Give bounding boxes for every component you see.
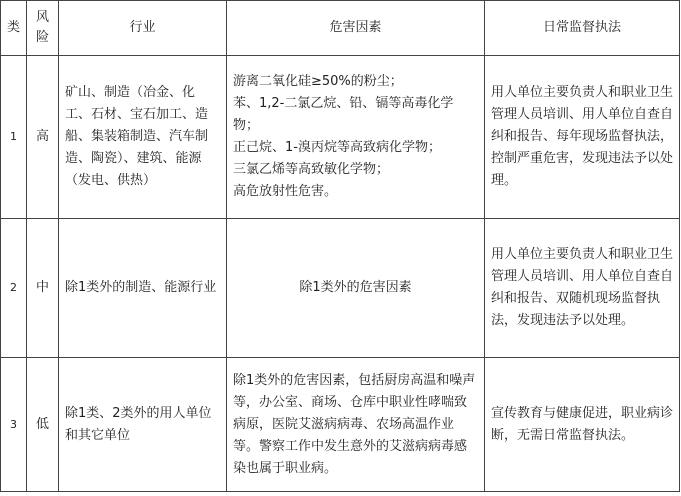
table-row [1, 358, 680, 492]
header-supervision: 日常监督执法 [485, 1, 680, 56]
hazard-line: 三氯乙烯等高致敏化学物； [233, 162, 390, 177]
header-hazards: 危害因素 [227, 1, 485, 56]
row-index: 3 [1, 358, 27, 492]
hazard-line: 除1类外的危害因素，包括厨房高温和噪声等，办公室、商场、仓库中职业性哮喘致病原，医院艾滋病病毒、农场高温作业等。警察工作中发生意外的艾滋病病毒感染也属于职业病。 [233, 372, 476, 476]
header-row [1, 1, 680, 56]
row-supervision: 宣传教育与健康促进，职业病诊断，无需日常监督执法。 [485, 358, 680, 492]
hazard-line: 高危放射性危害。 [233, 184, 338, 199]
hazard-line: 正己烷、1-溴丙烷等高致病化学物； [233, 140, 441, 155]
row-hazards [227, 219, 485, 358]
header-risk-line2: 险 [35, 30, 49, 45]
row-risk-level: 中 [27, 219, 59, 358]
hazard-line: 游离二氧化硅≥50%的粉尘； [233, 74, 403, 89]
row-hazards [227, 358, 485, 492]
header-industry: 行业 [59, 1, 227, 56]
row-index: 2 [1, 219, 27, 358]
row-risk-level: 低 [27, 358, 59, 492]
header-category: 类 [1, 1, 27, 56]
row-supervision: 用人单位主要负责人和职业卫生管理人员培训、用人单位自查自纠和报告、双随机现场监督执法，发现违法予以处理。 [485, 219, 680, 358]
row-risk-level: 高 [27, 56, 59, 219]
header-risk-line1: 风 [35, 10, 49, 25]
row-industry: 除1类外的制造、能源行业 [59, 219, 227, 358]
table-row [1, 56, 680, 219]
hazard-line: 除1类外的危害因素 [299, 280, 412, 295]
row-industry: 除1类、2类外的用人单位和其它单位 [59, 358, 227, 492]
table-row [1, 219, 680, 358]
row-index: 1 [1, 56, 27, 219]
row-supervision: 用人单位主要负责人和职业卫生管理人员培训、用人单位自查自纠和报告、每年现场监督执法，控制严重危害，发现违法予以处理。 [485, 56, 680, 219]
row-industry: 矿山、制造（冶金、化工、石材、宝石加工、造船、集装箱制造、汽车制造、陶瓷）、建筑、能源（发电、供热） [59, 56, 227, 219]
hazard-line: 苯、1,2-二氯乙烷、铅、镉等高毒化学物； [233, 96, 454, 133]
header-risk [27, 1, 59, 56]
row-hazards [227, 56, 485, 219]
